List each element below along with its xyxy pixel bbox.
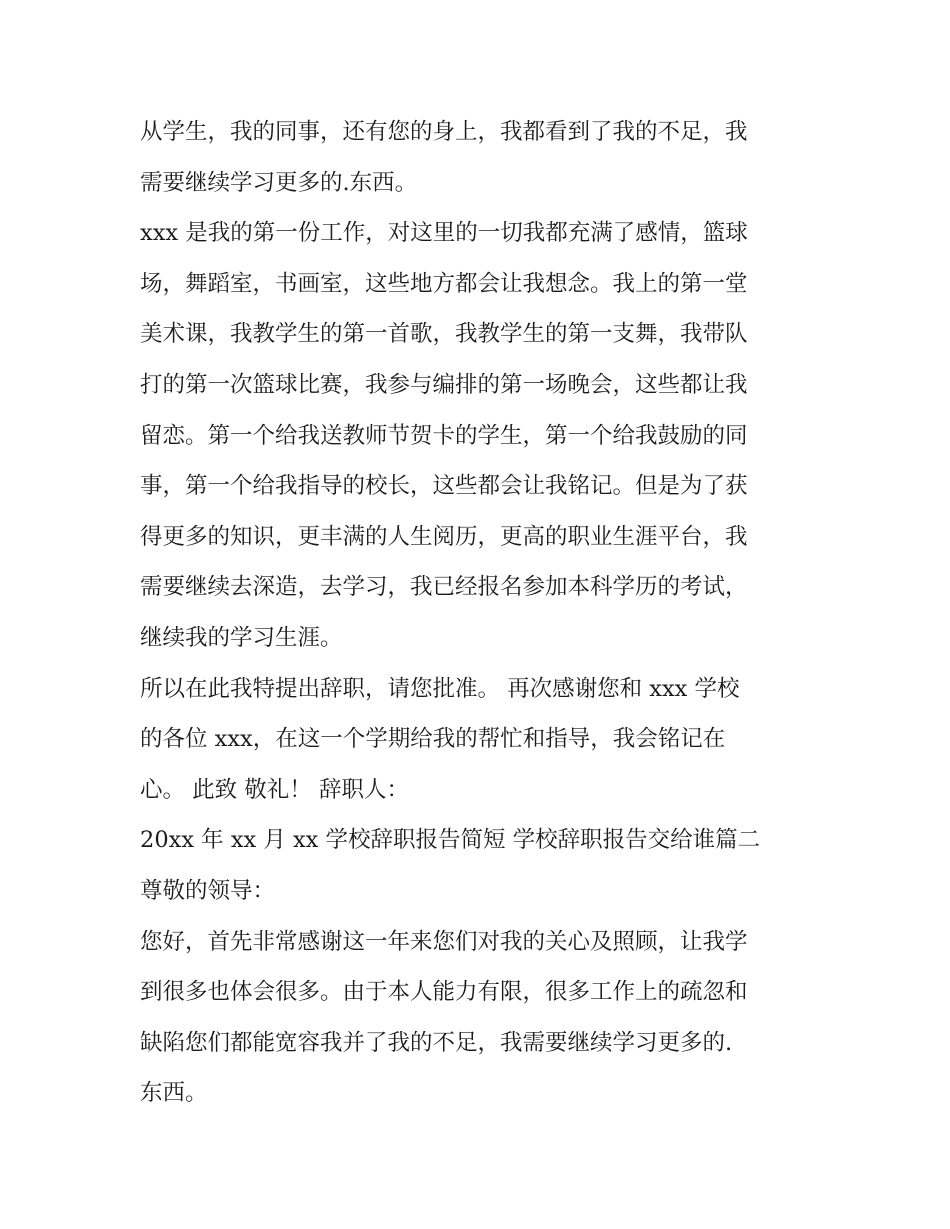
- text-line: 事，第一个给我指导的校长，这些都会让我铭记。但是为了获: [140, 473, 748, 500]
- text-line: 到很多也体会很多。由于本人能力有限，很多工作上的疏忽和: [140, 979, 748, 1006]
- text-line: xxx 是我的第一份工作，对这里的一切我都充满了感情，篮球: [140, 220, 748, 247]
- text-line: 所以在此我特提出辞职，请您批准。 再次感谢您和 xxx 学校: [140, 675, 740, 702]
- text-line: 打的第一次篮球比赛，我参与编排的第一场晚会，这些都让我: [140, 371, 748, 398]
- text-line: 您好，首先非常感谢这一年来您们对我的关心及照顾，让我学: [140, 928, 748, 955]
- text-line: 得更多的知识，更丰满的人生阅历，更高的职业生涯平台，我: [140, 523, 748, 550]
- text-line: 场，舞蹈室，书画室，这些地方都会让我想念。我上的第一堂: [140, 270, 748, 297]
- text-line: 美术课，我教学生的第一首歌，我教学生的第一支舞，我带队: [140, 321, 748, 348]
- text-line: 缺陷您们都能宽容我并了我的不足，我需要继续学习更多的.: [140, 1029, 733, 1056]
- text-line: 心。 此致 敬礼！ 辞职人：: [140, 776, 409, 803]
- text-line: 需要继续去深造，去学习，我已经报名参加本科学历的考试，: [140, 574, 748, 601]
- document-body: [140, 107, 830, 1119]
- text-line: 从学生，我的同事，还有您的身上，我都看到了我的不足，我: [140, 119, 748, 145]
- text-line: 20xx 年 xx 月 xx 学校辞职报告简短 学校辞职报告交给谁篇二: [140, 827, 761, 854]
- text-line: 东西。: [140, 1080, 208, 1107]
- text-line: 继续我的学习生涯。: [140, 624, 343, 651]
- text-line: 尊敬的领导：: [140, 877, 276, 904]
- text-line: 留恋。第一个给我送教师节贺卡的学生，第一个给我鼓励的同: [140, 422, 748, 449]
- text-line: 需要继续学习更多的.东西。: [140, 169, 418, 196]
- text-line: 的各位 xxx，在这一个学期给我的帮忙和指导，我会铭记在: [140, 726, 726, 753]
